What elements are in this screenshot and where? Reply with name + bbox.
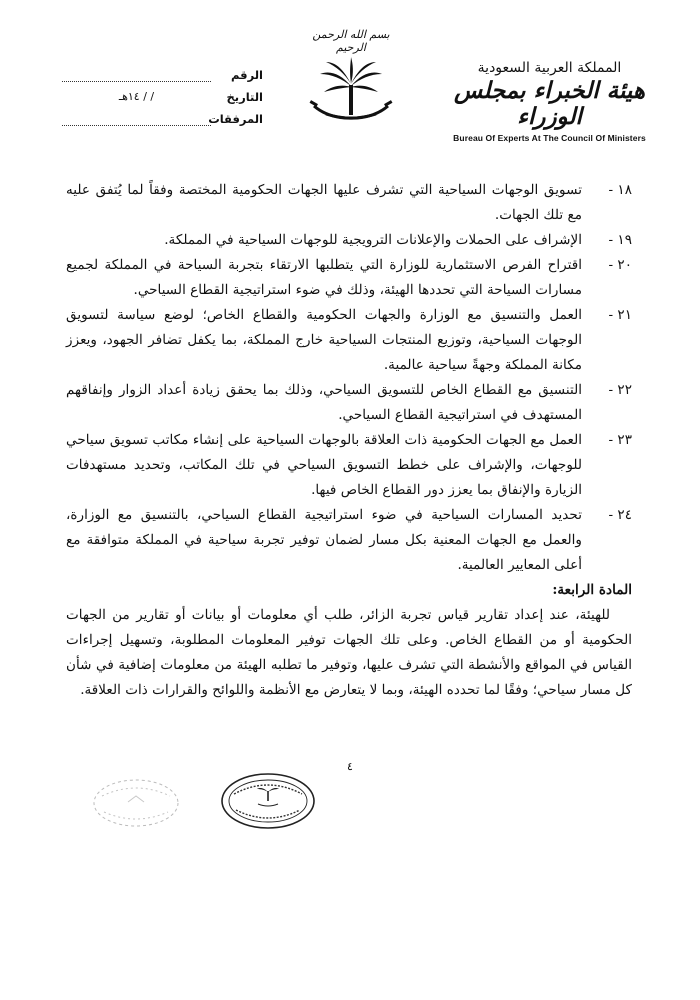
item-number: ٢١ - bbox=[608, 307, 632, 323]
faded-seal-icon bbox=[90, 776, 182, 830]
list-item bbox=[66, 303, 632, 378]
attachments-row bbox=[58, 104, 263, 126]
item-number: ٢٣ - bbox=[608, 432, 632, 448]
item-number: ٢٢ - bbox=[608, 382, 632, 398]
list-item bbox=[66, 378, 632, 428]
organization-block bbox=[447, 60, 652, 143]
item-number: ٢٤ - bbox=[608, 507, 632, 523]
letterhead bbox=[0, 20, 700, 143]
page-number: ٤ bbox=[347, 760, 353, 773]
bureau-name-english: Bureau Of Experts At The Council Of Ministers bbox=[453, 133, 646, 143]
emblem-block bbox=[306, 28, 396, 128]
attachments-label: المرفقات bbox=[208, 112, 263, 126]
document-body bbox=[66, 178, 632, 703]
list-item bbox=[66, 228, 632, 253]
article-title: المادة الرابعة: bbox=[552, 582, 632, 598]
basmala: بسم الله الرحمن الرحيم bbox=[312, 28, 390, 54]
date-row bbox=[58, 82, 263, 104]
reference-label: الرقم bbox=[231, 68, 263, 82]
list-item bbox=[66, 428, 632, 503]
item-text: الإشراف على الحملات والإعلانات الترويجية للوجهات السياحية في المملكة. bbox=[164, 232, 582, 248]
item-number: ١٨ - bbox=[608, 182, 632, 198]
attachments-value bbox=[62, 111, 211, 126]
date-label: التاريخ bbox=[226, 90, 263, 104]
palm-and-swords-icon bbox=[306, 56, 396, 130]
official-seal-icon bbox=[220, 772, 316, 830]
date-value: / / ١٤هـ bbox=[118, 90, 155, 103]
item-text: تحديد المسارات السياحية في ضوء استراتيجية القطاع السياحي، بالتنسيق مع الوزارة، والعمل مع الجهات المعنية بكل مسار لضمان توفير تجربة سياحية في المملكة متوافقة مع أعلى المعايير العالمية. bbox=[66, 507, 582, 573]
bureau-name: هيئة الخبراء بمجلس الوزراء bbox=[454, 77, 645, 130]
article-paragraph: للهيئة، عند إعداد تقارير قياس تجربة الزائر، طلب أي معلومات أو بيانات أو تقارير من الجهات الحكومية أو من القطاع الخاص. وعلى تلك الجهات توفير المعلومات المطلوبة، وتسهيل إجراءات القياس في المواقع والأنشطة التي تشرف عليها، وتوفير ما تطلبه الهيئة من معلومات إضافية في شأن كل مسار سياحي؛ وفقًا لما تحدده الهيئة، وبما لا يتعارض مع الأنظمة واللوائح والقرارات ذات العلاقة. bbox=[66, 607, 632, 698]
item-text: التنسيق مع القطاع الخاص للتسويق السياحي، وذلك بما يحقق زيادة أعداد الزوار وإنفاقهم المستهدف في استراتيجية القطاع السياحي. bbox=[66, 382, 582, 423]
reference-value bbox=[62, 67, 211, 82]
reference-fields bbox=[58, 60, 263, 126]
item-text: العمل والتنسيق مع الوزارة والجهات الحكومية والقطاع الخاص؛ لوضع سياسة لتسويق الوجهات السياحية، وتوزيع المنتجات السياحية خارج المملكة، بما يكفل تضافر الجهود، ويعزز مكانة المملكة وجهةً سياحية عالمية. bbox=[66, 307, 582, 373]
kingdom-name: المملكة العربية السعودية bbox=[477, 60, 622, 76]
item-number: ١٩ - bbox=[608, 232, 632, 248]
item-number: ٢٠ - bbox=[608, 257, 632, 273]
list-item bbox=[66, 503, 632, 578]
list-item bbox=[66, 178, 632, 228]
item-text: العمل مع الجهات الحكومية ذات العلاقة بالوجهات السياحية على إنشاء مكاتب تسويق سياحي للوجهات، والإشراف على خطط التسويق السياحي في تلك المكاتب، وتحديد مستهدفات الزيارة والإنفاق بما يعزز دور القطاع الخاص فيها. bbox=[66, 432, 582, 498]
item-text: تسويق الوجهات السياحية التي تشرف عليها الجهات الحكومية المختصة وفقاً لما يُتفق عليه مع تلك الجهات. bbox=[66, 182, 582, 223]
item-text: اقتراح الفرص الاستثمارية للوزارة التي يتطلبها الارتقاء بتجربة السياحة في المملكة لجميع مسارات السياحة التي تحددها الهيئة، وذلك في ضوء استراتيجية القطاع السياحي. bbox=[66, 257, 582, 298]
reference-row bbox=[58, 60, 263, 82]
list-item bbox=[66, 253, 632, 303]
